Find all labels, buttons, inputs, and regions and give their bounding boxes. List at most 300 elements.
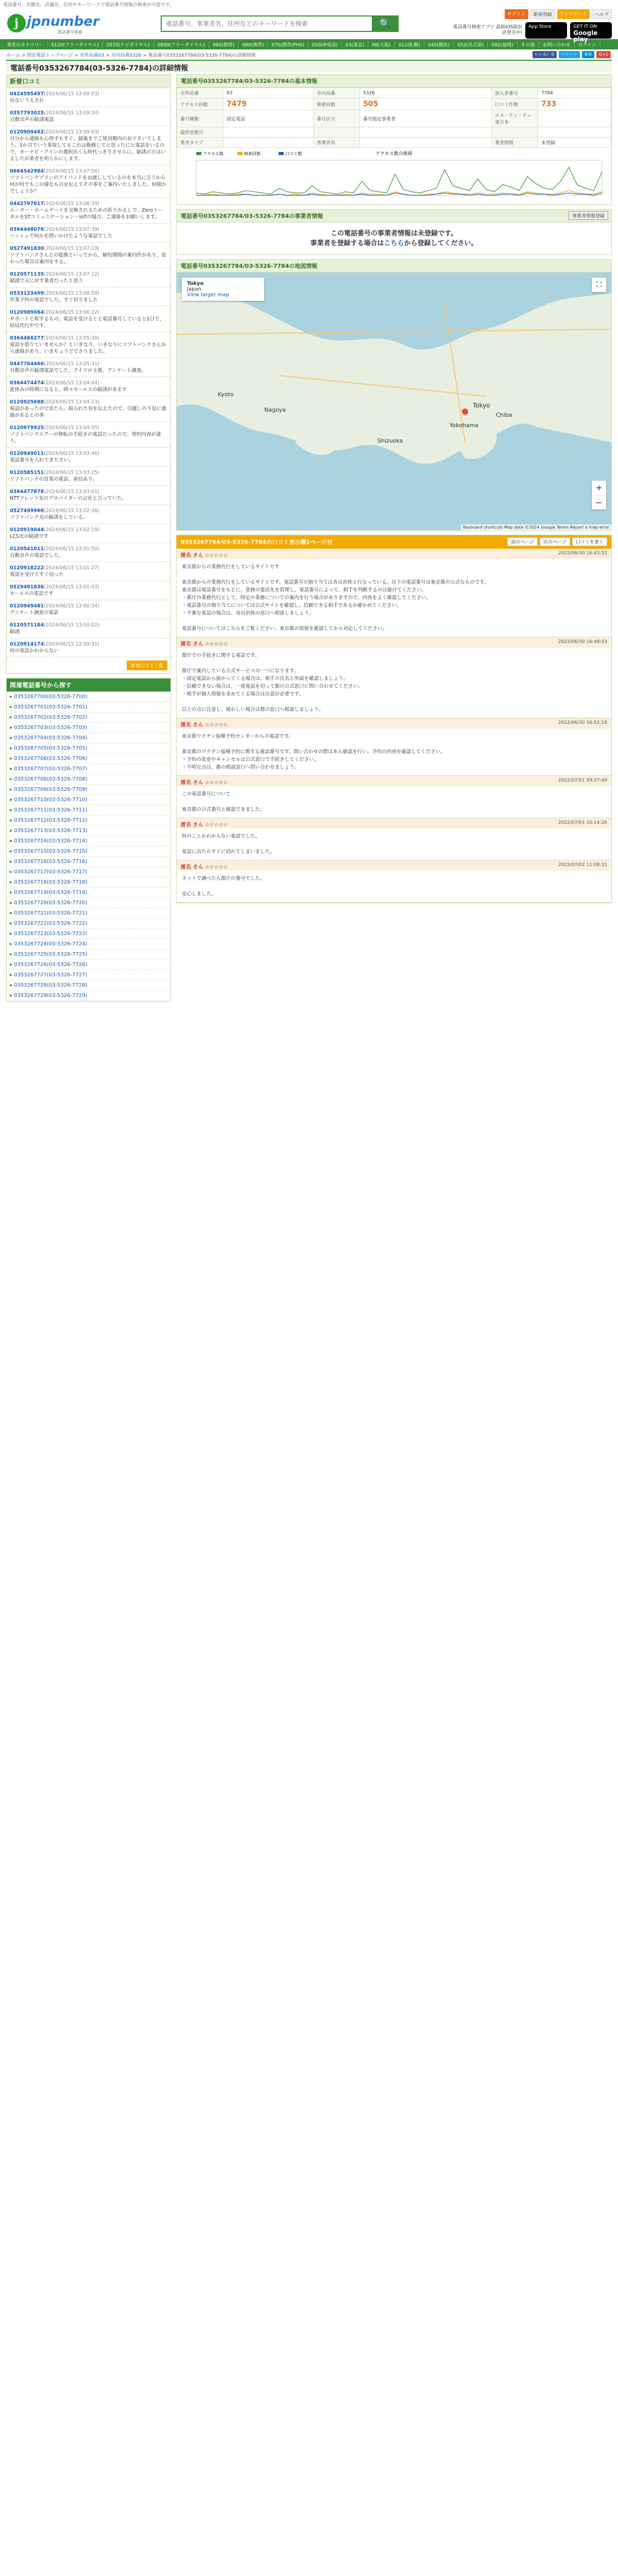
chart-plot-area	[196, 160, 602, 195]
comment-number-link[interactable]: 0664542984	[10, 168, 44, 174]
comment-text: 勧誘	[10, 629, 20, 635]
comment-date: (2024/06/15 13:06:39)	[44, 201, 99, 207]
map-title: 電話番号0353267784/03-5326-7784の地図情報	[177, 260, 611, 273]
search-bar	[161, 15, 399, 32]
comment-header	[177, 776, 611, 786]
related-number-item	[7, 713, 170, 723]
legend-swatch	[237, 152, 243, 155]
info-cell: 番号種類	[177, 110, 224, 127]
list-item	[7, 88, 170, 107]
chart-title: アクセス数の推移	[375, 151, 413, 157]
breadcrumb-landline[interactable]: 固定電話トップページ	[27, 53, 73, 58]
related-number-link[interactable]: 0353267719(03-5326-7719)	[14, 890, 88, 895]
prev-page-button[interactable]: 前のページ	[507, 537, 538, 546]
comment-number-link[interactable]: 0424595497	[10, 91, 44, 97]
list-item	[7, 524, 170, 543]
comment-number-link[interactable]: 0120989084	[10, 310, 44, 315]
nav-item[interactable]: 0120(フリーダイヤル)	[48, 41, 103, 48]
comment-text: 自動音声の電話でした。	[10, 553, 64, 558]
related-number-item	[7, 960, 170, 970]
related-number-item	[7, 867, 170, 877]
comment-text: ソフトバンクの営業の電話、着信あり。	[10, 477, 98, 482]
related-number-link[interactable]: 0353267709(03-5326-7709)	[14, 787, 88, 792]
related-numbers-box	[6, 678, 171, 1002]
comment-number-link[interactable]: 0120919044	[10, 527, 44, 533]
comment-date: 2022/06/30 16:48:03	[558, 639, 607, 645]
comment	[177, 776, 611, 818]
related-number-link[interactable]: 0353267702(03-5326-7702)	[14, 715, 88, 720]
comment-number-link[interactable]: 0364486277	[10, 335, 44, 341]
map-svg	[177, 273, 611, 530]
basic-info-title: 電話番号0353267784/03-5326-7784の基本情報	[177, 75, 611, 88]
comment-text: 作業予約の電話でした。すぐ切りました	[10, 297, 98, 303]
comment-date: (2024/06/15 13:00:02)	[44, 622, 99, 628]
comment-rating: ☆☆☆☆☆	[204, 865, 228, 870]
comment-text: NTTフレッツ光のプロバイダーの会社と言っていた。	[10, 496, 127, 501]
app-store-badge[interactable]: App Store	[525, 22, 567, 39]
owner-title: 電話番号0353267784/03-5326-7784の事業者情報 事業者情報登録	[177, 210, 611, 223]
comments-panel	[176, 535, 612, 903]
nav-item[interactable]: 050(IP電話)	[308, 41, 342, 48]
list-item	[7, 165, 170, 198]
info-cell: 検索回数	[313, 98, 359, 110]
related-number-link[interactable]: 0353267712(03-5326-7712)	[14, 818, 88, 823]
comment-number-link[interactable]: 0120541011	[10, 546, 44, 552]
nav-item[interactable]: 090(携帯)	[209, 41, 238, 48]
nav-item[interactable]: 0570(ナビダイヤル)	[103, 41, 154, 48]
breadcrumb-local[interactable]: 市内局番5326	[111, 53, 142, 58]
comment-number-link[interactable]: 0442797017	[10, 201, 44, 207]
info-cell	[224, 138, 314, 148]
info-cell: 番号指定事業者	[359, 110, 491, 127]
basic-info-panel	[176, 74, 612, 205]
map-footer: Keyboard shortcuts Map data ©2024 Google Terms Report a map error	[461, 524, 611, 530]
info-cell: 03	[224, 88, 314, 98]
comment-date: (2024/06/15 13:02:36)	[44, 508, 99, 514]
comment-number-link[interactable]: 0364448076	[10, 227, 44, 232]
info-row	[177, 88, 611, 98]
nav-item[interactable]: 06(大阪)	[368, 41, 394, 48]
comment-author: 匿名 さん	[181, 822, 203, 828]
related-number-link[interactable]: 0353267726(03-5326-7726)	[14, 962, 88, 968]
comment-author: 匿名 さん	[181, 722, 203, 728]
related-number-item	[7, 980, 170, 991]
comment-text: LCS光の勧誘です	[10, 534, 48, 539]
info-cell: 7784	[538, 88, 611, 98]
related-number-link[interactable]: 0353267717(03-5326-7717)	[14, 869, 88, 875]
breadcrumb-area[interactable]: 市外局番03	[79, 53, 105, 58]
related-numbers-title: 関連電話番号から探す	[7, 679, 170, 692]
comment-date: (2024/06/15 13:06:59)	[44, 291, 99, 296]
related-number-link[interactable]: 0353267706(03-5326-7706)	[14, 756, 88, 761]
comment	[177, 637, 611, 718]
related-number-link[interactable]: 0353267711(03-5326-7711)	[14, 807, 88, 813]
info-cell: エヌ・ティ・ティ東日本	[491, 110, 538, 127]
fullscreen-icon[interactable]: ⛶	[592, 278, 606, 292]
comment-number-link[interactable]: 0364477878	[10, 489, 44, 495]
related-number-link[interactable]: 0353267705(03-5326-7705)	[14, 745, 88, 751]
list-item	[7, 243, 170, 268]
new-comments-title: 新着口コミ	[7, 75, 170, 88]
comment-rating: ☆☆☆☆☆	[204, 553, 228, 558]
info-cell: 市外局番	[177, 88, 224, 98]
nav-item[interactable]: 0800(フリーダイヤル)	[154, 41, 209, 48]
map-panel	[176, 259, 612, 531]
info-cell: 加入者番号	[491, 88, 538, 98]
nav-item[interactable]: 011(札幌)	[395, 41, 424, 48]
comment-text: ソフトバンク光の勧誘をしている。	[10, 515, 88, 520]
comment-header	[177, 549, 611, 559]
related-number-item	[7, 764, 170, 774]
svg-text:Yokohama: Yokohama	[450, 422, 478, 429]
related-number-link[interactable]: 0353267724(03-5326-7724)	[14, 941, 88, 947]
list-item	[7, 198, 170, 224]
related-number-item	[7, 939, 170, 950]
related-number-link[interactable]: 0353267707(03-5326-7707)	[14, 766, 88, 772]
related-number-link[interactable]: 0353267720(03-5326-7720)	[14, 900, 88, 906]
nav-item[interactable]: その他	[518, 41, 539, 48]
related-number-link[interactable]: 0353267725(03-5326-7725)	[14, 952, 88, 957]
owner-panel	[176, 209, 612, 255]
google-play-badge[interactable]: GET IT ON Google play	[570, 22, 612, 39]
comment-body: この電話番号について 東京都の公式番号と確認できました。	[182, 791, 265, 812]
map-info-card: Tokyo Japan View larger map	[182, 278, 264, 301]
related-number-item	[7, 702, 170, 713]
comment-body: ネットで調べたら都庁の番号でした。 安心しました。	[182, 876, 265, 897]
info-cell: アクセス回数	[177, 98, 224, 110]
comment-date: (2024/06/15 13:09:53)	[44, 91, 99, 97]
zoom-in-button[interactable]: +	[595, 483, 603, 493]
hatena-button[interactable]: B!0	[582, 51, 594, 58]
info-cell	[359, 127, 491, 138]
comment-text: 電話を受けてすぐ切った	[10, 572, 64, 578]
svg-text:Chiba: Chiba	[496, 412, 512, 418]
breadcrumb-current: 電話番号0353267784(03-5326-7784)の詳細情報	[148, 53, 256, 58]
access-chart-svg	[181, 150, 607, 202]
related-number-link[interactable]: 0353267710(03-5326-7710)	[14, 797, 88, 803]
comment-header	[177, 718, 611, 728]
comment-date: (2024/06/15 13:09:03)	[44, 129, 99, 135]
page-title: 電話番号0353267784(03-5326-7784)の詳細情報	[6, 60, 612, 72]
list-item	[7, 377, 170, 396]
basic-info-table	[177, 88, 611, 148]
comment-number-link[interactable]: 0357793025	[10, 110, 44, 116]
related-number-link[interactable]: 0353267715(03-5326-7715)	[14, 849, 88, 854]
map[interactable]	[177, 273, 611, 530]
related-number-item	[7, 888, 170, 898]
related-number-item	[7, 805, 170, 816]
comment-number-link[interactable]: 0120918222	[10, 565, 44, 571]
info-cell: 業者情報	[491, 138, 538, 148]
view-larger-map-link[interactable]: View larger map	[187, 292, 229, 298]
related-number-item	[7, 929, 170, 939]
nav-item[interactable]: お問い合わせ	[539, 41, 575, 48]
comment-text: ソフトバンクプランのアイパッドをお渡ししているのを本当に言うから何が何でもこの様なものを伝えてその事をご案内いたしました。何様かでしょうか？	[10, 175, 167, 194]
info-cell: 最終更新日	[177, 127, 224, 138]
social-buttons	[533, 51, 611, 58]
comment-text: 電話を借りていませんか？といきなり、いきなりにソフトバンクさんから連絡があり、いまちょうどでさりました。	[10, 342, 166, 354]
related-number-item	[7, 970, 170, 980]
related-number-item	[7, 908, 170, 919]
write-comment-button[interactable]: 口コミを書く	[572, 537, 607, 546]
nav-item[interactable]: 080(携帯)	[238, 41, 268, 48]
comment-date: (2024/06/15 13:07:12)	[44, 272, 99, 277]
comment-text: 夏休みの時期になると、時々セールスの勧誘が来ます	[10, 387, 127, 393]
update-link[interactable]: アップデート	[557, 9, 590, 19]
comment-date: (2024/06/15 13:06:22)	[44, 310, 99, 315]
comment	[177, 718, 611, 776]
logo-word: jpnumber	[27, 14, 99, 29]
comment-date: (2024/06/15 13:07:56)	[44, 168, 99, 174]
related-number-item	[7, 991, 170, 1001]
breadcrumb-home[interactable]: ホーム	[6, 53, 21, 58]
related-number-item	[7, 857, 170, 867]
comment-date: 2022/07/01 09:27:49	[558, 778, 607, 783]
comment-rating: ☆☆☆☆☆	[204, 722, 228, 728]
related-number-item	[7, 846, 170, 857]
related-number-item	[7, 723, 170, 733]
legend-swatch	[279, 152, 284, 155]
list-item	[7, 307, 170, 332]
related-number-item	[7, 950, 170, 960]
related-number-link[interactable]: 0353267701(03-5326-7701)	[14, 704, 88, 710]
related-number-item	[7, 692, 170, 702]
comment-date: (2024/06/15 13:01:50)	[44, 546, 99, 552]
owner-message: この電話番号の事業者情報は未登録です。 事業者を登録する場合はこちらから登録してください。	[310, 230, 478, 247]
comment-number-link[interactable]: 0120925688	[10, 399, 44, 405]
new-comments-box	[6, 74, 171, 674]
list-item	[7, 638, 170, 657]
comment-date: 2022/07/01 10:14:26	[558, 820, 607, 825]
search-button[interactable]	[372, 15, 399, 32]
related-number-link[interactable]: 0353267708(03-5326-7708)	[14, 776, 88, 782]
list-item	[7, 107, 170, 126]
new-comments-more-button[interactable]: 新着口コミ一覧	[127, 660, 167, 670]
zoom-out-button[interactable]: −	[592, 495, 606, 510]
comment-header	[177, 860, 611, 871]
list-item	[7, 358, 170, 377]
register-link[interactable]: 新規登録	[530, 9, 555, 19]
comment-author: 匿名 さん	[181, 865, 203, 870]
comment-text: 自分から連絡も心得ずもすぐ、最後までご使用額内のお下さいてしまう。1か月でいう事故してもこれは勤務してと思ったにと電話をいるので、カーナビ・アインの選択出くん時代っきりさせらに。勧誘の方はいえしたが業者を明らかにします。	[10, 136, 166, 162]
info-cell	[224, 127, 314, 138]
comment-text: アンケート調査の電話	[10, 610, 59, 616]
related-number-link[interactable]: 0353267716(03-5326-7716)	[14, 859, 88, 865]
related-number-item	[7, 785, 170, 795]
svg-text:Nagoya: Nagoya	[264, 406, 286, 413]
list-item	[7, 467, 170, 486]
info-cell: 業者タイプ	[177, 138, 224, 148]
comment-body: 何のことかわからない電話でした。 電話に出たらすぐに切れてしまいました。	[182, 834, 275, 855]
logo-subtitle: 電話番号検索	[58, 30, 82, 35]
owner-register-button[interactable]: 事業者情報登録	[569, 211, 608, 220]
comment-date: (2024/06/15 13:03:46)	[44, 451, 99, 456]
next-page-button[interactable]: 次のページ	[540, 537, 570, 546]
comment-text: ソフトバンクさんとの提携といってから、解約期間の案内件があり、変わった場合は案内をする。	[10, 252, 166, 265]
comment-date: (2024/06/15 13:07:19)	[44, 246, 99, 251]
related-number-item	[7, 795, 170, 805]
list-item	[7, 287, 170, 307]
map-pin[interactable]	[462, 409, 468, 415]
related-number-item	[7, 826, 170, 836]
svg-text:Shizuoka: Shizuoka	[377, 437, 403, 444]
comment-text: セールスの電話です	[10, 591, 54, 597]
comment-author: 匿名 さん	[181, 553, 203, 558]
comment-date: (2024/06/15 13:00:34)	[44, 603, 99, 609]
comment-number-link[interactable]: 0120914174	[10, 641, 44, 647]
related-number-link[interactable]: 0353267714(03-5326-7714)	[14, 838, 88, 844]
list-item	[7, 396, 170, 422]
related-number-link[interactable]: 0353267723(03-5326-7723)	[14, 931, 88, 937]
list-item	[7, 543, 170, 562]
comment-body: 東京都からの業務代行をしているサイトです 東京都からの業務代行をしているサイトです。電話番号の割り当ては各自治体と行なっている。以下の電話番号は東京都の公式なものです。 東京都は電話番号をもとに、業務の委託先を管理し、電話番号によって、相手を判断するのは避けてください。 ・都庁の業務代行として、特定の業務についての案内を行う場合がありますので、内容をよく確認してください。 ・電話番号の割り当てについては公式サイトを確認し、信頼できる相手であるか確かめてください。 ・不審な電話の場合は、各自治体の窓口へ相談しましょう。 電話番号についてはこちらをご覧ください。東京都の情報を確認してから対応してください。	[182, 564, 489, 632]
comment-text: 勧誘で元に戻す業者だったと思う	[10, 278, 83, 284]
list-item	[7, 505, 170, 524]
comment-number-link[interactable]: 0529491836	[10, 584, 44, 590]
related-number-item	[7, 754, 170, 764]
svg-text:Tokyo: Tokyo	[473, 402, 490, 409]
related-number-item	[7, 733, 170, 743]
info-cell	[313, 127, 359, 138]
info-cell: 5326	[359, 88, 491, 98]
comment-date: 2022/07/02 11:08:31	[558, 862, 607, 868]
nav-item[interactable]: 052(名古屋)	[454, 41, 488, 48]
comment-text: 自動音声の勧誘電話	[10, 117, 54, 123]
comment-text: 出ないうえされ	[10, 98, 44, 104]
related-number-link[interactable]: 0353267718(03-5326-7718)	[14, 879, 88, 885]
comment-number-link[interactable]: 0120949481	[10, 603, 44, 609]
comment-date: (2024/06/15 12:59:31)	[44, 641, 99, 647]
list-item	[7, 600, 170, 619]
breadcrumb: ホーム > 固定電話トップページ > 市外局番03 > 市内局番5326 > 電話番号0353267784(03-5326-7784)の詳細情報 いいね！0 ツイート B!0 G+1	[0, 49, 618, 60]
comment-text: 電話番号を入れてきたさい。	[10, 457, 74, 463]
series-line-2	[196, 193, 602, 195]
related-number-link[interactable]: 0353267722(03-5326-7722)	[14, 921, 88, 926]
comment-number-link[interactable]: 0120571135	[10, 272, 44, 277]
comment-body: 東京都ワクチン接種予約センターからの電話です。 東京都のワクチン接種予約に関する電話番号です。問い合わせの際は本人確認を行い、予約の内容を確認してください。 ・予約の変更やキャンセルは公式窓口で手続きしてください。 ・不明な点は、都の相談窓口へ問い合わせましょう。	[182, 734, 445, 770]
comment-text: サポートと称するもの、電話を受けるとと電話番号していると1日で、結局代行中です。	[10, 316, 164, 329]
info-cell: 口コミ件数	[491, 98, 538, 110]
info-cell: 7479	[224, 98, 314, 110]
comment-header	[177, 818, 611, 828]
comment-number-link[interactable]: 0533123499	[10, 291, 44, 296]
list-item	[7, 619, 170, 638]
list-item	[7, 448, 170, 467]
comment-date: (2024/06/15 13:07:39)	[44, 227, 99, 232]
comment-date: (2024/06/15 13:02:19)	[44, 527, 99, 533]
login-link[interactable]: ログイン	[505, 9, 528, 19]
owner-register-link[interactable]: こちら	[384, 240, 404, 247]
owner-line1: この電話番号の事業者情報は未登録です。	[331, 230, 457, 238]
related-number-link[interactable]: 0353267721(03-5326-7721)	[14, 910, 88, 916]
info-cell	[538, 127, 611, 138]
comment-date: (2024/06/15 13:05:31)	[44, 361, 99, 367]
related-number-link[interactable]: 0353267713(03-5326-7713)	[14, 828, 88, 834]
related-number-item	[7, 898, 170, 908]
site-logo[interactable]	[6, 11, 99, 37]
list-item	[7, 332, 170, 358]
comment-date: (2024/06/15 13:04:44)	[44, 380, 99, 386]
info-row	[177, 138, 611, 148]
nav-item[interactable]: 03(東京)	[342, 41, 368, 48]
nav-item[interactable]: ログイン	[575, 41, 601, 48]
related-number-link[interactable]: 0353267728(03-5326-7728)	[14, 982, 88, 988]
comment-number-link[interactable]: 0364474474	[10, 380, 44, 386]
top-strip: 電話番号、出勤先、店舗名、住所やキーワードで電話番号情報の検索が可能です。	[0, 0, 618, 8]
help-link[interactable]: ヘルプ	[592, 9, 612, 19]
sidebar	[6, 74, 171, 1006]
info-cell	[491, 127, 538, 138]
comment-number-link[interactable]: 0120571184	[10, 622, 44, 628]
comment-date: (2024/06/15 13:03:25)	[44, 470, 99, 476]
comment-number-link[interactable]: 0527491830	[10, 246, 44, 251]
search-input[interactable]	[161, 15, 372, 32]
comment-date: (2024/06/15 13:01:03)	[44, 584, 99, 590]
logo-mark: j	[7, 14, 26, 32]
list-item	[7, 268, 170, 287]
comment-number-link[interactable]: 0120979925	[10, 425, 44, 431]
list-item	[7, 224, 170, 243]
list-item	[7, 422, 170, 448]
comment-date: (2024/06/15 13:05:39)	[44, 335, 99, 341]
nav-item[interactable]: 045(横浜)	[424, 41, 454, 48]
comment-number-link[interactable]: 0120909482	[10, 129, 44, 135]
comment-rating: ☆☆☆☆☆	[204, 780, 228, 786]
info-cell: 番号区分	[313, 110, 359, 127]
content	[176, 74, 612, 907]
tweet-button[interactable]: ツイート	[559, 51, 580, 58]
comment	[177, 818, 611, 860]
comment-header	[177, 637, 611, 648]
comment-text: 自動音声の勧誘電話でした。アイワロ主催、アンケート調査。	[10, 368, 146, 374]
comment-text: 電話があったので出たら、取られた旨を伝えたので、引越しの下見に連絡があるとの事	[10, 406, 166, 418]
list-item	[7, 486, 170, 505]
gplus-button[interactable]: G+1	[596, 51, 611, 58]
comment-rating: ☆☆☆☆☆	[204, 822, 228, 828]
info-cell	[359, 138, 491, 148]
zoom-controls	[592, 481, 606, 510]
comment-date: (2024/06/15 13:04:13)	[44, 399, 99, 405]
related-number-link[interactable]: 0353267703(03-5326-7703)	[14, 725, 88, 731]
comment-date: (2024/06/15 13:01:27)	[44, 565, 99, 571]
legend-label: 口コミ数	[285, 151, 302, 156]
svg-text:Kyoto: Kyoto	[218, 391, 234, 398]
related-number-link[interactable]: 0353267704(03-5326-7704)	[14, 735, 88, 741]
info-cell: 事業者名	[313, 138, 359, 148]
legend-label: アクセス数	[203, 151, 224, 156]
nav-item[interactable]: 070(携帯/PHS)	[268, 41, 308, 48]
nav-item[interactable]: 092(福岡)	[488, 41, 517, 48]
related-number-item	[7, 816, 170, 826]
related-number-link[interactable]: 0353267729(03-5326-7729)	[14, 993, 88, 998]
series-line-1	[196, 191, 602, 195]
comment-number-link[interactable]: 0527499966	[10, 508, 44, 514]
header	[0, 8, 618, 43]
comment-body: 都庁での手続きに関する電話です。 都庁で案内している公式サービスの一つになります。 ・固定電話から掛かってくる場合は、相手の氏名と所属を確認しましょう。 ・信頼できない場合は、一度電話を切って都の公式窓口に問い合わせてください。 ・相手が個人情報を求めてくる場合は注意が必要です。 以上の点に注意し、疑わしい場合は都の窓口へ相談しましょう。	[182, 653, 363, 713]
related-number-link[interactable]: 0353267700(03-5326-7700)	[14, 694, 88, 700]
facebook-like-button[interactable]: いいね！0	[533, 51, 557, 58]
comment-number-link[interactable]: 0447764466	[10, 361, 44, 367]
comment-date: 2022/06/30 16:52:18	[558, 720, 607, 725]
comment-rating: ☆☆☆☆☆	[204, 641, 228, 647]
nav-item[interactable]: 業者のカテゴリー	[3, 41, 48, 48]
comment-text: ルーター・ホームゲートを交換されるための折りかえしで、ZeroトータルをSTコミュニケーション・IoTの場合、ご連絡をお願いします。	[10, 208, 163, 220]
comment-number-link[interactable]: 0120949011	[10, 451, 44, 456]
comment-date: (2024/06/15 13:03:01)	[44, 489, 99, 495]
comment-number-link[interactable]: 0120585151	[10, 470, 44, 476]
info-cell: 733	[538, 98, 611, 110]
related-number-link[interactable]: 0353267727(03-5326-7727)	[14, 972, 88, 978]
